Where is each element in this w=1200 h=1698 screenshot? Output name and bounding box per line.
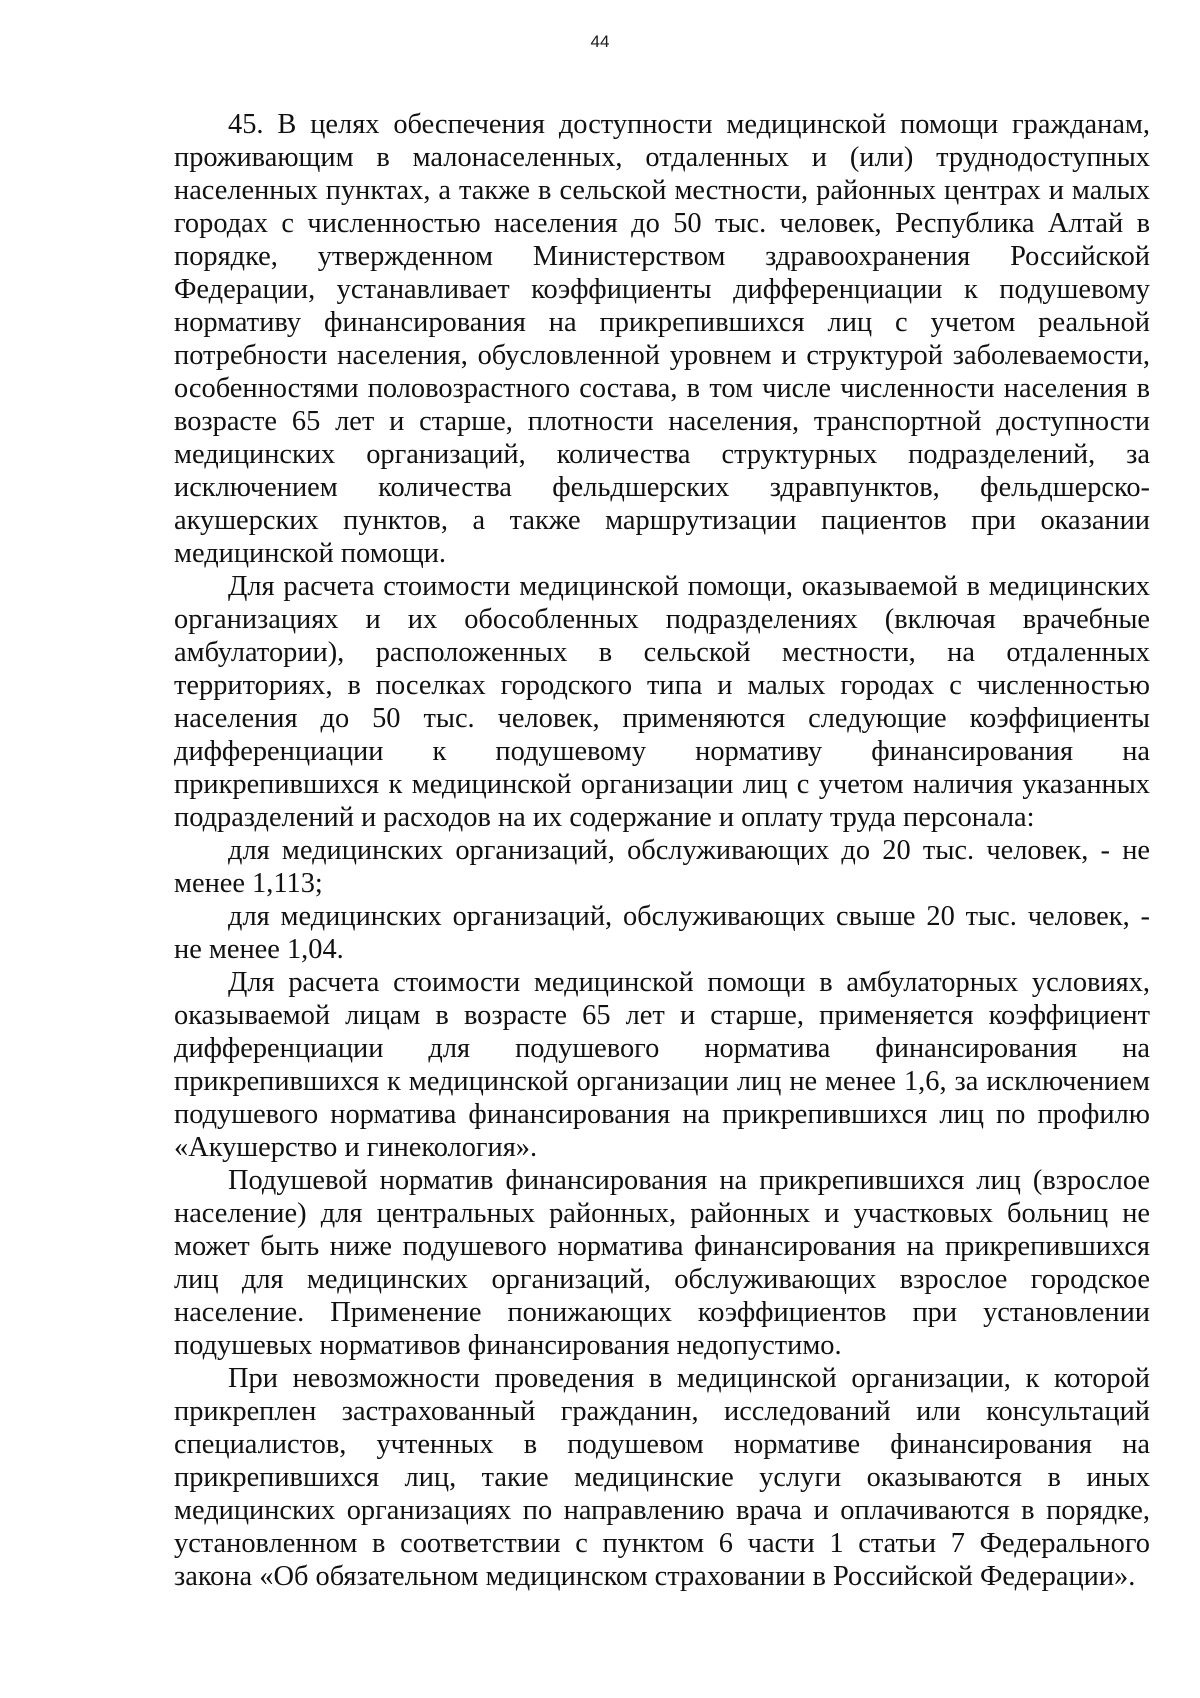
paragraph-over-20k: для медицинских организаций, обслуживающих свыше 20 тыс. человек, - не менее 1,04. <box>174 901 1150 965</box>
paragraph-age-65-plus: Для расчета стоимости медицинской помощи в амбулаторных условиях, оказываемой лицам в возрасте 65 лет и старше, применяется коэффициент дифференциации для подушевого норматива финансирования на прикрепившихся к медицинской организации лиц не менее 1,6, за исключением подушевого норматива финансирования на прикрепившихся лиц по профилю «Акушерство и гинекология». <box>174 967 1150 1163</box>
document-body <box>174 108 1150 1593</box>
paragraph-up-to-20k: для медицинских организаций, обслуживающих до 20 тыс. человек, - не менее 1,113; <box>174 835 1150 899</box>
paragraph-rural-calculation: Для расчета стоимости медицинской помощи, оказываемой в медицинских организациях и их обособленных подразделениях (включая врачебные амбулатории), расположенных в сельской местности, на отдаленных территориях, в поселках городского типа и малых городах с численностью населения до 50 тыс. человек, применяются следующие коэффициенты дифференциации к подушевому нормативу финансирования на прикрепившихся к медицинской организации лиц с учетом наличия указанных подразделений и расходов на их содержание и оплату труда персонала: <box>174 571 1150 833</box>
page-number: 44 <box>590 32 610 51</box>
paragraph-referral-services: При невозможности проведения в медицинской организации, к которой прикреплен застрахованный гражданин, исследований или консультаций специалистов, учтенных в подушевом нормативе финансирования на прикрепившихся лиц, такие медицинские услуги оказываются в иных медицинских организациях по направлению врача и оплачиваются в порядке, установленном в соответствии с пунктом 6 части 1 статьи 7 Федерального закона «Об обязательном медицинском страховании в Российской Федерации». <box>174 1363 1150 1592</box>
paragraph-45-coefficients: 45. В целях обеспечения доступности медицинской помощи гражданам, проживающим в малонаселенных, отдаленных и (или) труднодоступных населенных пунктах, а также в сельской местности, районных центрах и малых городах с численностью населения до 50 тыс. человек, Республика Алтай в порядке, утвержденном Министерством здравоохранения Российской Федерации, устанавливает коэффициенты дифференциации к подушевому нормативу финансирования на прикрепившихся лиц с учетом реальной потребности населения, обусловленной уровнем и структурой заболеваемости, особенностями половозрастного состава, в том числе численности населения в возрасте 65 лет и старше, плотности населения, транспортной доступности медицинских организаций, количества структурных подразделений, за исключением количества фельдшерских здравпунктов, фельдшерско-акушерских пунктов, а также маршрутизации пациентов при оказании медицинской помощи. <box>174 109 1150 569</box>
paragraph-adult-population-standard: Подушевой норматив финансирования на прикрепившихся лиц (взрослое население) для центральных районных, районных и участковых больниц не может быть ниже подушевого норматива финансирования на прикрепившихся лиц для медицинских организаций, обслуживающих взрослое городское население. Применение понижающих коэффициентов при установлении подушевых нормативов финансирования недопустимо. <box>174 1165 1150 1361</box>
